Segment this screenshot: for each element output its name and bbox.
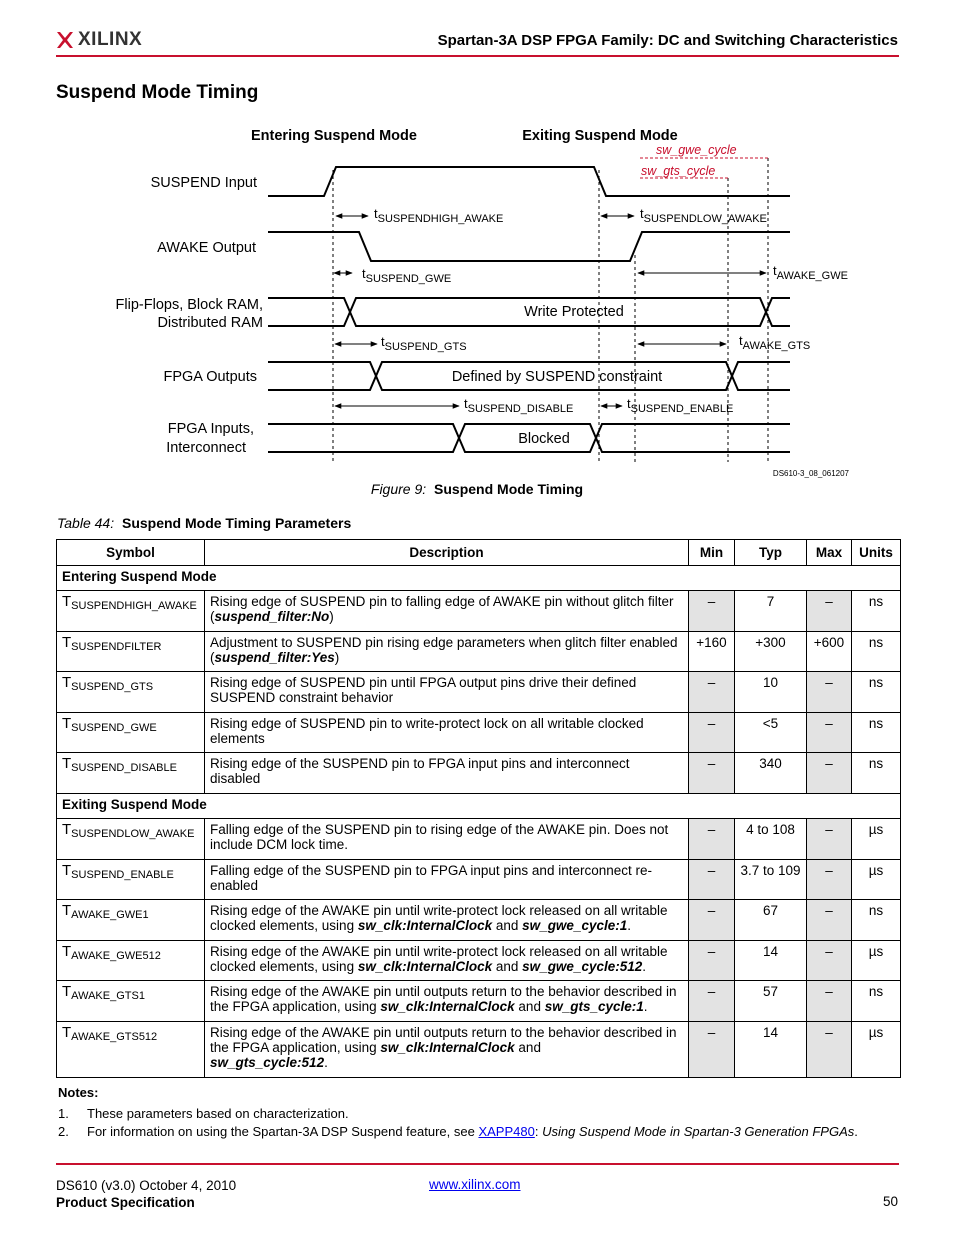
note-2: 2. For information on using the Spartan-3A DSP Suspend feature, see XAPP480: Using Suspend Mode in Spartan-3 Generation FPGAs. — [58, 1124, 858, 1139]
symbol-cell: $T_{SUSPEND\_ENABLE}$ — [57, 860, 205, 900]
typ-cell: +300 — [735, 632, 807, 672]
typ-cell: 10 — [735, 672, 807, 713]
symbol-cell: $T_{AWAKE\_GTS1}$ — [57, 981, 205, 1022]
description-cell: Rising edge of the AWAKE pin until write-protect lock released on all writable clocked elements, using sw_clk:InternalClock and sw_gwe_cycle:512. — [205, 941, 689, 981]
table-row — [57, 1022, 901, 1078]
max-cell: – — [807, 1022, 852, 1078]
timing-diagram — [0, 110, 954, 482]
units-cell: ns — [852, 632, 901, 672]
signal-inputs-label-1: FPGA Inputs, — [167, 421, 254, 437]
table-row — [57, 753, 901, 794]
parameters-table — [56, 539, 901, 1078]
typ-cell: 3.7 to 109 — [735, 860, 807, 900]
table-row — [57, 591, 901, 632]
heading-exiting: Exiting Suspend Mode — [522, 128, 678, 144]
table-row — [57, 900, 901, 941]
typ-cell: 67 — [735, 900, 807, 941]
max-cell: – — [807, 819, 852, 860]
defined-by-label: Defined by SUSPEND constraint — [451, 369, 663, 385]
xilinx-logo — [56, 29, 142, 51]
blocked-label: Blocked — [518, 431, 570, 447]
write-protected-label: Write Protected — [524, 304, 624, 320]
table-title: Suspend Mode Timing Parameters — [121, 515, 352, 531]
col-header-symbol: Symbol — [57, 540, 205, 566]
max-cell: – — [807, 941, 852, 981]
footer-url-link[interactable]: www.xilinx.com — [429, 1177, 521, 1192]
logo-text: XILINX — [78, 29, 143, 50]
table-notes — [58, 1085, 858, 1139]
figure-caption — [0, 481, 954, 497]
units-cell: µs — [852, 1022, 901, 1078]
typ-cell: 7 — [735, 591, 807, 632]
header-title: Spartan-3A DSP FPGA Family: DC and Switching Characteristics — [437, 32, 898, 49]
description-cell: Rising edge of the SUSPEND pin to FPGA input pins and interconnect disabled — [205, 753, 689, 794]
min-cell: – — [689, 981, 735, 1022]
max-cell: +600 — [807, 632, 852, 672]
footer-doc-id: DS610 (v3.0) October 4, 2010 — [56, 1178, 237, 1193]
max-cell: – — [807, 860, 852, 900]
min-cell: – — [689, 672, 735, 713]
table-row — [57, 981, 901, 1022]
signal-outputs-label: FPGA Outputs — [163, 369, 257, 385]
table-caption — [57, 515, 351, 531]
typ-cell: 14 — [735, 941, 807, 981]
section-row — [57, 794, 901, 819]
min-cell: – — [689, 753, 735, 794]
table-row — [57, 860, 901, 900]
t-awake-gwe-label: $t_{AWAKE\_GWE}$ — [773, 263, 848, 282]
description-cell: Rising edge of the AWAKE pin until outputs return to the behavior described in the FPGA application, using sw_clk:InternalClock and sw_gts_cycle:512. — [205, 1022, 689, 1078]
t-suspend-enable-label: $t_{SUSPEND\_ENABLE}$ — [627, 396, 734, 415]
xilinx-logo-icon — [56, 31, 74, 49]
units-cell: ns — [852, 713, 901, 753]
symbol-cell: $T_{SUSPENDLOW\_AWAKE}$ — [57, 819, 205, 860]
min-cell: – — [689, 941, 735, 981]
min-cell: – — [689, 860, 735, 900]
units-cell: ns — [852, 981, 901, 1022]
t-suspend-gwe-label: $t_{SUSPEND\_GWE}$ — [362, 266, 452, 285]
table-row — [57, 672, 901, 713]
symbol-cell: $T_{AWAKE\_GWE1}$ — [57, 900, 205, 941]
max-cell: – — [807, 900, 852, 941]
note-1: 1. These parameters based on characterization. — [58, 1106, 349, 1121]
figure-title: Suspend Mode Timing — [434, 481, 584, 497]
t-suspend-disable-label: $t_{SUSPEND\_DISABLE}$ — [464, 396, 574, 415]
units-cell: ns — [852, 900, 901, 941]
table-row — [57, 941, 901, 981]
description-cell: Falling edge of the SUSPEND pin to FPGA input pins and interconnect re-enabled — [205, 860, 689, 900]
diagram-ref-id: DS610-3_08_061207 — [772, 469, 849, 478]
max-cell: – — [807, 591, 852, 632]
col-header-description: Description — [205, 540, 689, 566]
max-cell: – — [807, 713, 852, 753]
t-awake-gts-label: $t_{AWAKE\_GTS}$ — [739, 333, 811, 352]
header-rule — [56, 55, 899, 57]
description-cell: Rising edge of SUSPEND pin to falling edge of AWAKE pin without glitch filter (suspend_filter:No) — [205, 591, 689, 632]
t-suspendhigh-awake-label: $t_{SUSPENDHIGH\_AWAKE}$ — [374, 206, 504, 225]
min-cell: – — [689, 591, 735, 632]
symbol-cell: $T_{SUSPENDHIGH\_AWAKE}$ — [57, 591, 205, 632]
symbol-cell: $T_{AWAKE\_GWE512}$ — [57, 941, 205, 981]
section-row — [57, 566, 901, 591]
col-header-max: Max — [807, 540, 852, 566]
typ-cell: 4 to 108 — [735, 819, 807, 860]
units-cell: ns — [852, 753, 901, 794]
notes-title: Notes: — [58, 1085, 99, 1100]
description-cell: Adjustment to SUSPEND pin rising edge parameters when glitch filter enabled (suspend_filter:Yes) — [205, 632, 689, 672]
section-exiting: Exiting Suspend Mode — [57, 794, 901, 819]
t-suspendlow-awake-label: $t_{SUSPENDLOW\_AWAKE}$ — [640, 206, 767, 225]
max-cell: – — [807, 672, 852, 713]
typ-cell: <5 — [735, 713, 807, 753]
max-cell: – — [807, 981, 852, 1022]
sw-gwe-cycle-label: sw_gwe_cycle — [656, 143, 737, 157]
units-cell: µs — [852, 941, 901, 981]
description-cell: Falling edge of the SUSPEND pin to rising edge of the AWAKE pin. Does not include DCM lock time. — [205, 819, 689, 860]
signal-ff-label-2: Distributed RAM — [157, 315, 263, 331]
col-header-typ: Typ — [735, 540, 807, 566]
symbol-cell: $T_{SUSPENDFILTER}$ — [57, 632, 205, 672]
signal-awake-label: AWAKE Output — [157, 240, 256, 256]
section-title: Suspend Mode Timing — [56, 82, 259, 103]
description-cell: Rising edge of the AWAKE pin until outputs return to the behavior described in the FPGA application, using sw_clk:InternalClock and sw_gts_cycle:1. — [205, 981, 689, 1022]
description-cell: Rising edge of the AWAKE pin until write-protect lock released on all writable clocked elements, using sw_clk:InternalClock and sw_gwe_cycle:1. — [205, 900, 689, 941]
col-header-units: Units — [852, 540, 901, 566]
signal-inputs-label-2: Interconnect — [166, 440, 246, 456]
table-label: Table 44: — [57, 515, 115, 531]
table-row — [57, 713, 901, 753]
min-cell: – — [689, 1022, 735, 1078]
xapp480-link[interactable]: XAPP480 — [478, 1124, 535, 1139]
footer-doc-info — [56, 1177, 236, 1211]
min-cell: +160 — [689, 632, 735, 672]
heading-entering: Entering Suspend Mode — [251, 128, 417, 144]
awake-waveform — [268, 232, 790, 261]
table-row — [57, 632, 901, 672]
sw-gts-cycle-label: sw_gts_cycle — [641, 164, 716, 178]
table-row — [57, 819, 901, 860]
signal-ff-label-1: Flip-Flops, Block RAM, — [115, 297, 263, 313]
units-cell: ns — [852, 591, 901, 632]
symbol-cell: $T_{AWAKE\_GTS512}$ — [57, 1022, 205, 1078]
typ-cell: 14 — [735, 1022, 807, 1078]
t-suspend-gts-label: $t_{SUSPEND\_GTS}$ — [381, 334, 467, 353]
typ-cell: 340 — [735, 753, 807, 794]
table-header-row — [57, 540, 901, 566]
min-cell: – — [689, 900, 735, 941]
symbol-cell: $T_{SUSPEND\_GTS}$ — [57, 672, 205, 713]
units-cell: µs — [852, 819, 901, 860]
description-cell: Rising edge of SUSPEND pin until FPGA output pins drive their defined SUSPEND constraint behavior — [205, 672, 689, 713]
min-cell: – — [689, 713, 735, 753]
footer-rule — [56, 1163, 899, 1165]
figure-label: Figure 9: — [370, 481, 427, 497]
units-cell: ns — [852, 672, 901, 713]
page-number: 50 — [882, 1194, 898, 1209]
symbol-cell: $T_{SUSPEND\_DISABLE}$ — [57, 753, 205, 794]
typ-cell: 57 — [735, 981, 807, 1022]
description-cell: Rising edge of SUSPEND pin to write-protect lock on all writable clocked elements — [205, 713, 689, 753]
units-cell: µs — [852, 860, 901, 900]
signal-suspend-label: SUSPEND Input — [150, 175, 257, 191]
max-cell: – — [807, 753, 852, 794]
section-entering: Entering Suspend Mode — [57, 566, 901, 591]
col-header-min: Min — [689, 540, 735, 566]
symbol-cell: $T_{SUSPEND\_GWE}$ — [57, 713, 205, 753]
footer-spec: Product Specification — [56, 1195, 195, 1210]
min-cell: – — [689, 819, 735, 860]
